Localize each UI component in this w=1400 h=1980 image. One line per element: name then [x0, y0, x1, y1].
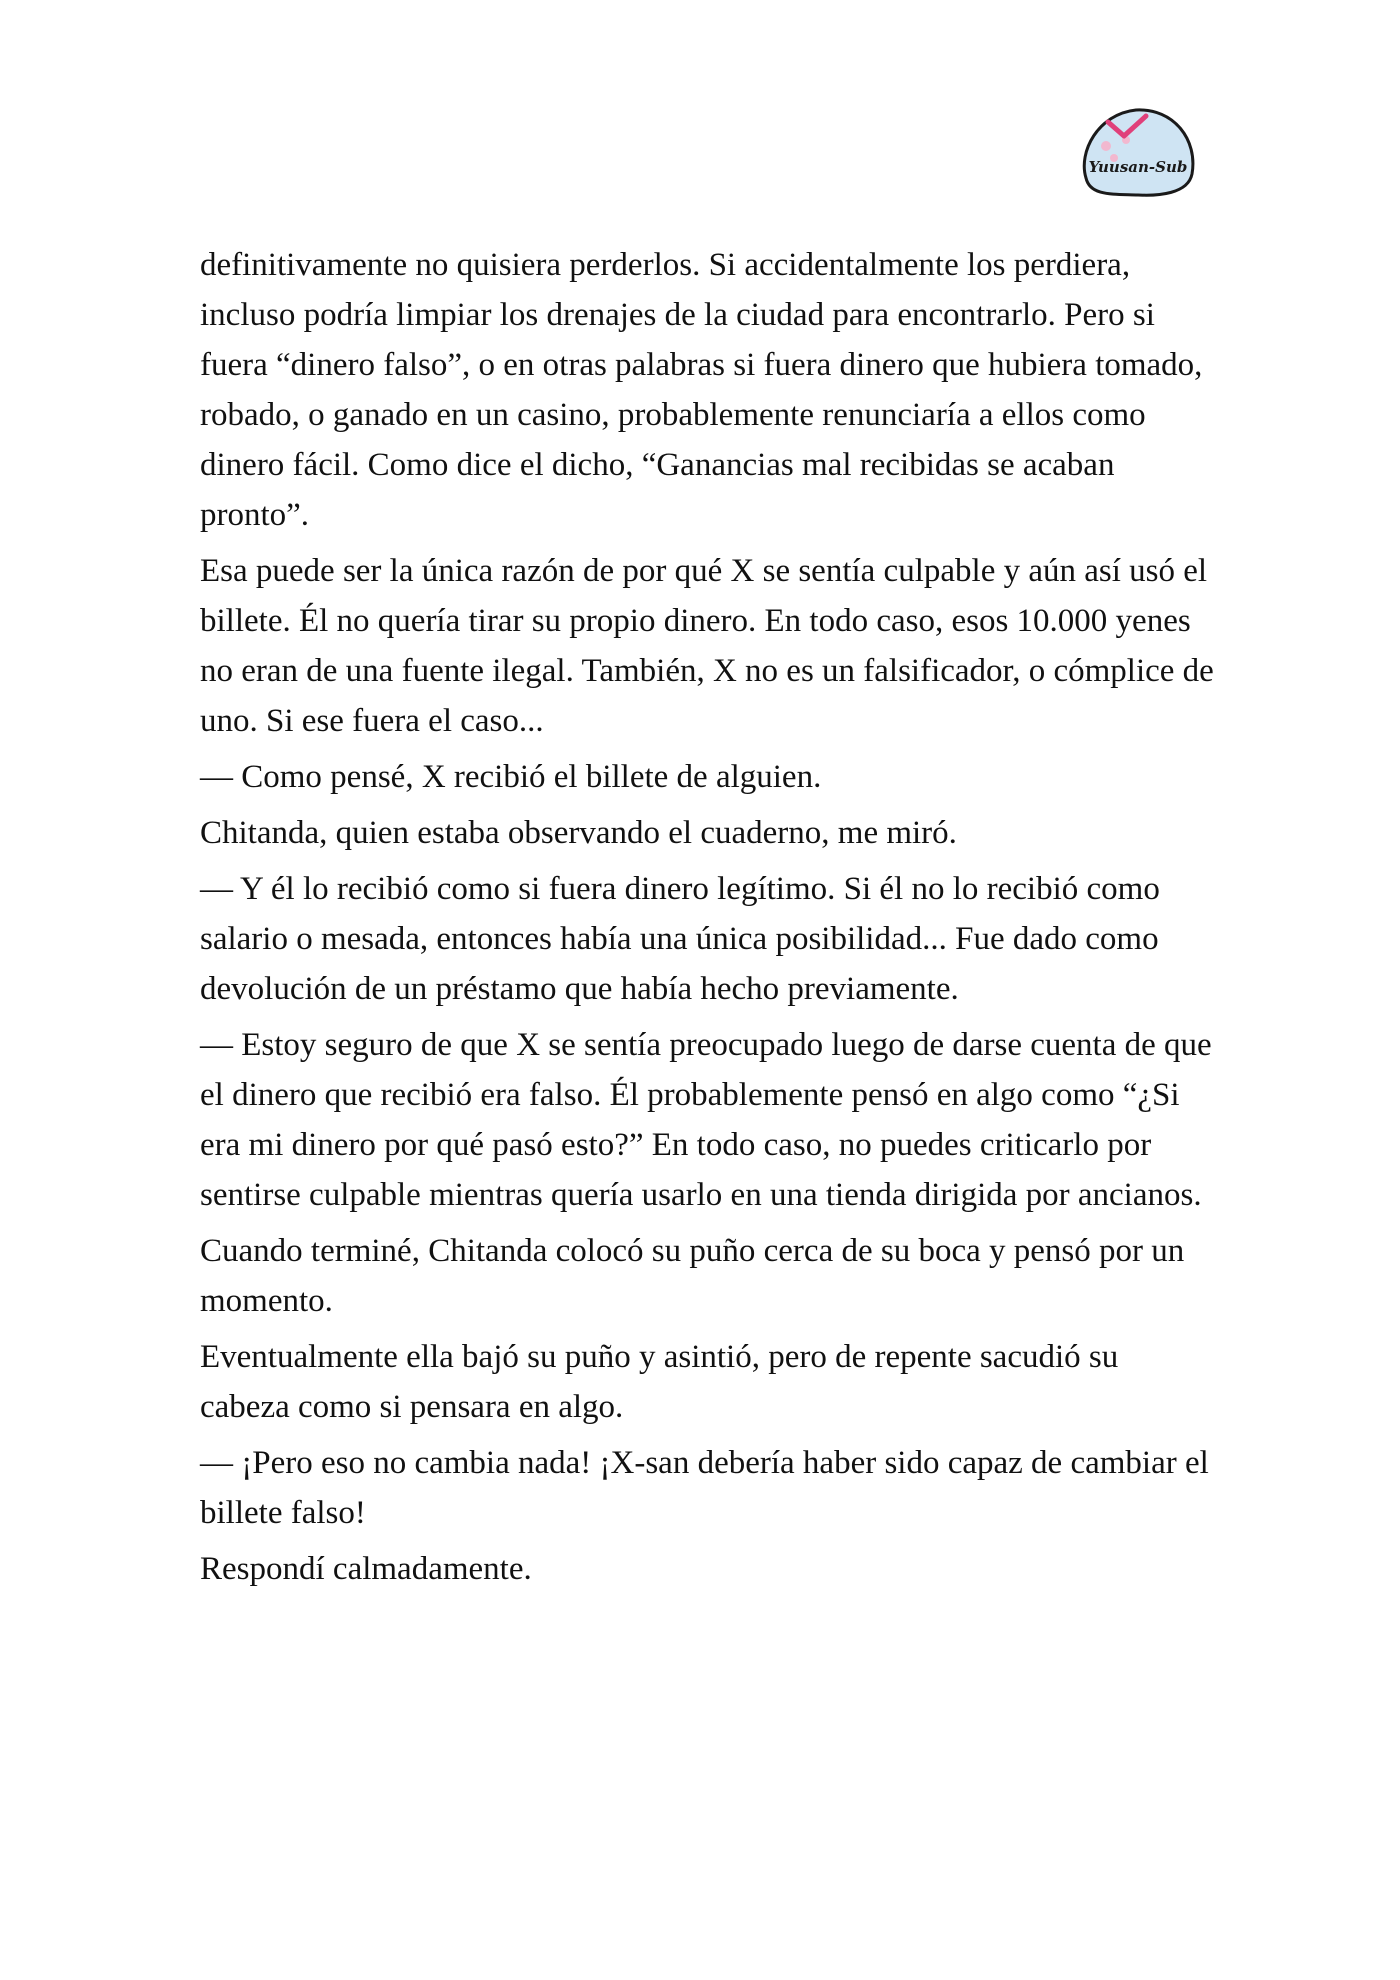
body-text	[200, 240, 1215, 1600]
logo-text: Yuusan-Sub	[1088, 158, 1188, 176]
paragraph: — Como pensé, X recibió el billete de alguien.	[200, 759, 822, 795]
paragraph: Cuando terminé, Chitanda colocó su puño cerca de su boca y pensó por un momento.	[200, 1233, 1185, 1319]
paragraph: Chitanda, quien estaba observando el cuaderno, me miró.	[200, 815, 957, 851]
paragraph: — Estoy seguro de que X se sentía preocupado luego de darse cuenta de que el dinero que recibió era falso. Él probablemente pensó en algo como “¿Si era mi dinero por qué pasó esto?” En todo caso, no puedes criticarlo por sentirse culpable mientras quería usarlo en una tienda dirigida por ancianos.	[200, 1027, 1212, 1213]
yuusan-sub-logo	[1076, 100, 1200, 200]
paragraph: definitivamente no quisiera perderlos. Si accidentalmente los perdiera, incluso podría limpiar los drenajes de la ciudad para encontrarlo. Pero si fuera “dinero falso”, o en otras palabras si fuera dinero que hubiera tomado, robado, o ganado en un casino, probablemente renunciaría a ellos como dinero fácil. Como dice el dicho, “Ganancias mal recibidas se acaban pronto”.	[200, 247, 1203, 533]
logo-graphic	[1076, 100, 1200, 200]
paragraph: Esa puede ser la única razón de por qué X se sentía culpable y aún así usó el billete. Él no quería tirar su propio dinero. En todo caso, esos 10.000 yenes no eran de una fuente ilegal. También, X no es un falsificador, o cómplice de uno. Si ese fuera el caso...	[200, 553, 1214, 739]
paragraph: Eventualmente ella bajó su puño y asintió, pero de repente sacudió su cabeza como si pensara en algo.	[200, 1339, 1119, 1425]
logo-flower-left	[1101, 141, 1111, 151]
paragraph: — ¡Pero eso no cambia nada! ¡X-san debería haber sido capaz de cambiar el billete falso!	[200, 1445, 1209, 1531]
paragraph: — Y él lo recibió como si fuera dinero legítimo. Si él no lo recibió como salario o mesada, entonces había una única posibilidad... Fue dado como devolución de un préstamo que había hecho previamente.	[200, 871, 1160, 1007]
paragraph: Respondí calmadamente.	[200, 1551, 532, 1587]
